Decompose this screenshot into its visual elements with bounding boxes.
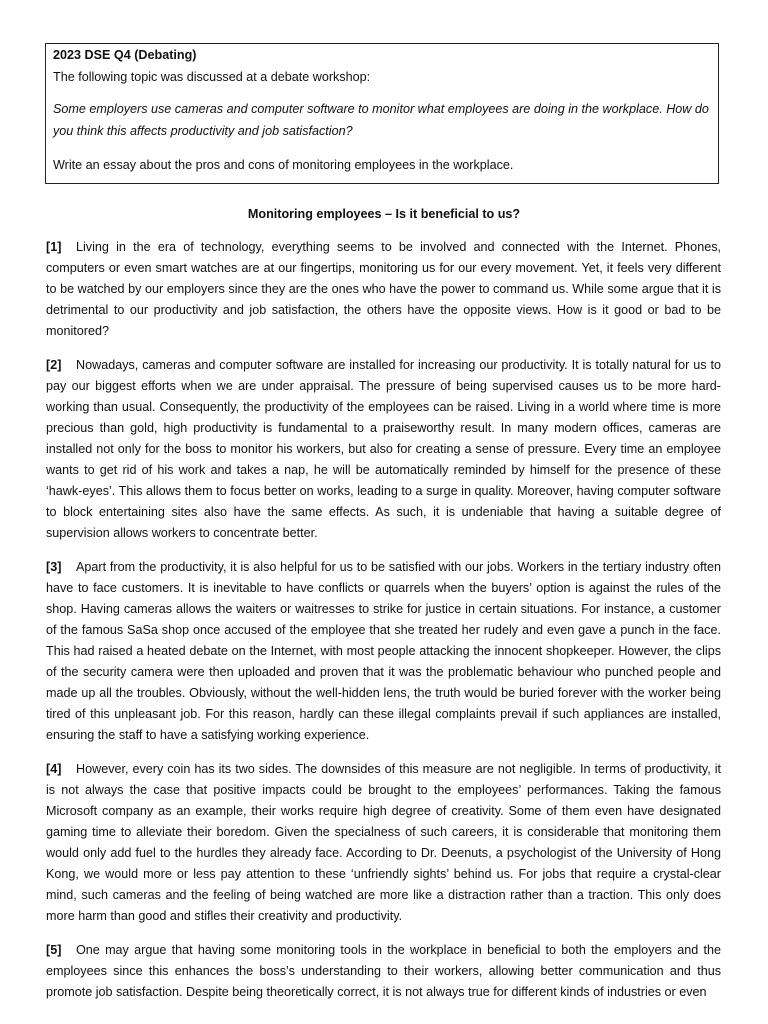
paragraph-number: [5]: [46, 943, 62, 957]
essay-paragraph: [46, 355, 721, 544]
essay-paragraph: [46, 759, 721, 927]
essay-title: Monitoring employees – Is it beneficial to us?: [247, 207, 521, 221]
essay-paragraph: [46, 557, 721, 746]
paragraph-text: One may argue that having some monitoring tools in the workplace in beneficial to both the employers and the employees since this enhances the boss’s understanding to their workers, allowing better communication and thus promote job satisfaction. Despite being theoretically correct, it is not always true for different kinds of industries or even: [46, 943, 721, 999]
essay-paragraph: [46, 940, 721, 1003]
paragraph-text: Living in the era of technology, everything seems to be involved and connected with the Internet. Phones, computers or even smart watches are at our fingertips, monitoring us for our every movement. Yet, it feels very different to be watched by our employers since they are the ones who have the power to command us. While some argue that it is detrimental to our productivity and job satisfaction, the others have the opposite views. How is it good or bad to be monitored?: [46, 240, 721, 338]
question-task: Write an essay about the pros and cons of monitoring employees in the workplace.: [53, 158, 514, 172]
question-intro: The following topic was discussed at a debate workshop:: [53, 69, 371, 84]
essay-paragraph: [46, 237, 721, 342]
paragraph-number: [2]: [46, 358, 62, 372]
paragraph-number: [4]: [46, 762, 62, 776]
question-prompt: Some employers use cameras and computer software to monitor what employees are doing in the workplace. How do you think this affects productivity and job satisfaction?: [53, 102, 709, 138]
paragraph-text: Nowadays, cameras and computer software are installed for increasing our productivity. It is totally natural for us to pay our biggest efforts when we are under appraisal. The pressure of being supervised causes us to be more hard-working than usual. Consequently, the productivity of the employees can be raised. Living in a world where time is more precious than gold, high productivity is fundamental to a praiseworthy result. In many modern offices, cameras are installed not only for the boss to monitor his workers, but also for creating a sense of pressure. Every time an employee wants to get rid of his work and takes a nap, he will be automatically reminded by himself for the presence of these ‘hawk-eyes’. This allows them to focus better on works, leading to a surge in quality. Moreover, having computer software to block entertaining sites also have the same effects. As such, it is undeniable that having a suitable degree of supervision allows workers to concentrate better.: [46, 358, 721, 540]
essay-body: [46, 237, 721, 1016]
question-box: [45, 43, 719, 184]
paragraph-text: Apart from the productivity, it is also helpful for us to be satisfied with our jobs. Workers in the tertiary industry often have to face customers. It is inevitable to have conflicts or quarrels when the buyers’ option is against the rules of the shop. Having cameras allows the waiters or waitresses to strike for justice in certain situations. For instance, a customer of the famous SaSa shop once accused of the employee that she treated her rudely and even gave a punch in the face. This had raised a heated debate on the Internet, with most people attacking the innocent shopkeeper. However, the clips of the security camera were then uploaded and proven that it was the problematic behaviour who punched people and made up all the troubles. Obviously, without the well-hidden lens, the truth would be buried forever with the worker being tired of this unpleasant job. For this reason, hardly can these illegal complaints prevail if such appliances are installed, ensuring the staff to have a satisfying working experience.: [46, 560, 721, 742]
paragraph-number: [1]: [46, 240, 62, 254]
paragraph-text: However, every coin has its two sides. The downsides of this measure are not negligible. In terms of productivity, it is not always the case that positive impacts could be brought to the employees’ performances. Taking the famous Microsoft company as an example, their works require high degree of creativity. Some of them even have designated gaming time to alleviate their boredom. Given the specialness of such careers, it is considerable that monitoring them would only add fuel to the hurdles they already face. According to Dr. Deenuts, a psychologist of the University of Hong Kong, we would more or less pay attention to these ‘unfriendly sights’ behind us. For jobs that require a crystal-clear mind, such cameras and the feeling of being watched are more like a distraction rather than a traction. This only does more harm than good and stifles their creativity and productivity.: [46, 762, 721, 923]
question-title: 2023 DSE Q4 (Debating): [53, 48, 197, 62]
paragraph-number: [3]: [46, 560, 62, 574]
